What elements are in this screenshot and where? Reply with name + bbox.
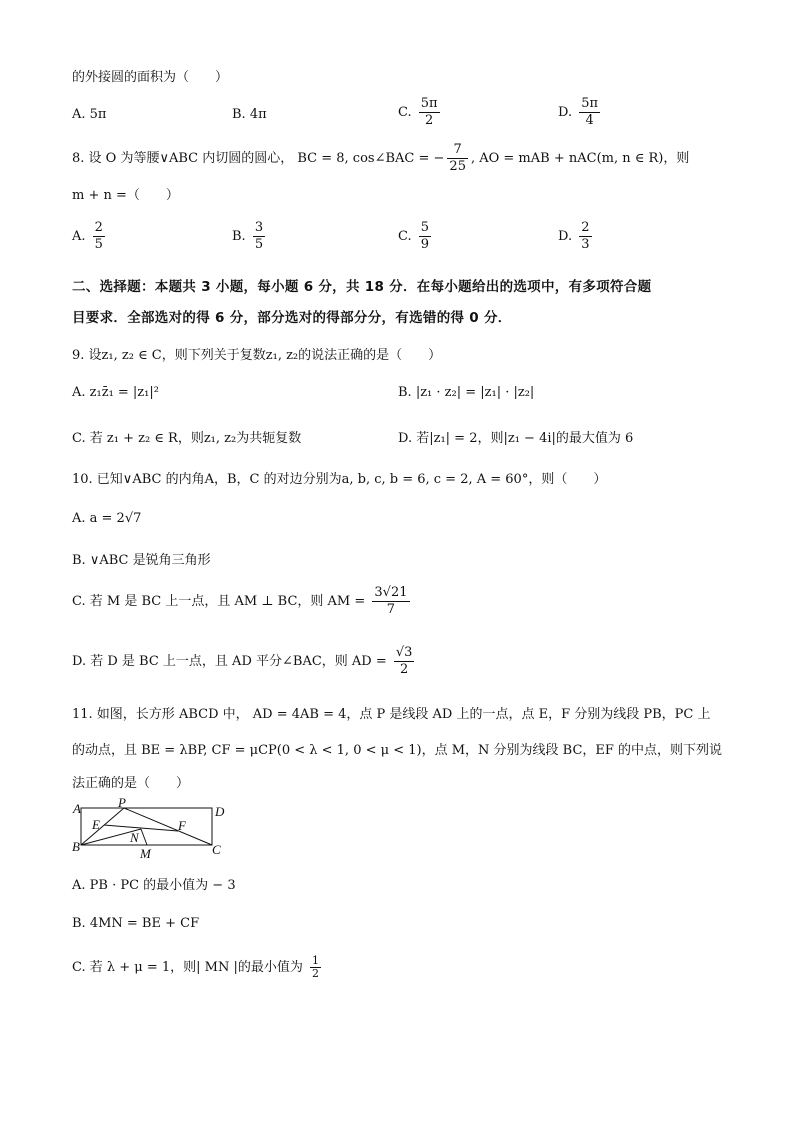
segment-nm: [141, 829, 147, 845]
q10-stem: 10. 已知∨ABC 的内角A，B，C 的对边分别为a, b, c, b = 6, c = 2, A = 60°，则（ ）: [72, 472, 607, 487]
option-label: B.: [232, 229, 246, 244]
option-label: D.: [558, 229, 573, 244]
q7-option-d: [558, 96, 603, 129]
numerator: 7: [447, 142, 468, 159]
label-b: B: [72, 839, 80, 854]
q11-stem-line2: 的动点，且 BE = λBP, CF = μCP(0 < λ < 1, 0 < μ < 1)，点 M，N 分别为线段 BC，EF 的中点，则下列说: [72, 743, 723, 758]
option-label: C.: [398, 105, 412, 120]
option-label: A.: [72, 229, 86, 244]
label-m: M: [140, 846, 151, 860]
label-d: D: [215, 804, 225, 819]
fraction: [93, 220, 105, 253]
denominator: 25: [449, 159, 466, 174]
q8-text-b: , AO = mAB + nAC(m, n ∈ R)，则: [470, 151, 690, 166]
section2-heading-line1: 二、选择题：本题共 3 小题，每小题 6 分，共 18 分．在每小题给出的选项中，有多项符合题: [72, 279, 652, 295]
label-c: C: [212, 842, 221, 857]
label-a: A: [73, 801, 81, 816]
denominator: 4: [585, 113, 594, 128]
numerator: 5π: [420, 96, 438, 111]
denominator: 7: [386, 602, 396, 617]
q7-option-a: A. 5π: [72, 107, 107, 122]
q10-option-b: B. ∨ABC 是锐角三角形: [72, 553, 211, 568]
numerator: 2: [94, 220, 103, 235]
fraction: [253, 220, 265, 253]
option-label: D.: [558, 105, 573, 120]
q8-text-a: 8. 设 O 为等腰∨ABC 内切圆的圆心， BC = 8, cos∠BAC = −: [72, 151, 445, 166]
label-f: F: [178, 818, 186, 833]
numerator: 5: [420, 220, 430, 235]
numerator: 2: [581, 220, 590, 235]
q10-option-c: [72, 585, 413, 618]
denominator: 5: [94, 237, 103, 252]
rectangle-figure: [72, 798, 232, 860]
denominator: 2: [425, 113, 434, 128]
denominator: 9: [420, 237, 430, 252]
q11-option-a: A. PB · PC 的最小值为 − 3: [72, 878, 236, 893]
q11-option-c: [72, 955, 324, 980]
q8-option-b: [232, 220, 268, 253]
fraction: [419, 96, 440, 129]
option-text: C. 若 M 是 BC 上一点，且 AM ⊥ BC，则 AM =: [72, 594, 366, 609]
q7-stem-tail: 的外接圆的面积为（ ）: [72, 70, 229, 85]
option-label: C.: [398, 229, 412, 244]
fraction: [579, 96, 600, 129]
section2-heading-line2: 目要求．全部选对的得 6 分，部分选对的得部分分，有选错的得 0 分．: [72, 310, 512, 326]
q11-stem-line3: 法正确的是（ ）: [72, 776, 190, 791]
q8-option-a: [72, 220, 108, 253]
q10-option-a: A. a = 2√7: [72, 511, 142, 526]
q8-stem-line2: m + n =（ ）: [72, 188, 179, 203]
label-e: E: [92, 817, 100, 832]
q7-option-b: B. 4π: [232, 107, 267, 122]
q10-option-d: [72, 645, 417, 678]
denominator: 2: [400, 662, 409, 677]
denominator: 2: [312, 967, 320, 980]
q9-option-b: B. |z₁ · z₂| = |z₁| · |z₂|: [398, 385, 535, 400]
fraction: [372, 585, 409, 618]
q11-option-b: B. 4MN = BE + CF: [72, 916, 200, 931]
denominator: 3: [581, 237, 590, 252]
fraction: [419, 220, 431, 253]
denominator: 5: [254, 237, 264, 252]
q9-option-c: C. 若 z₁ + z₂ ∈ R，则z₁, z₂为共轭复数: [72, 431, 302, 446]
q8-stem-line1: [72, 142, 689, 175]
q7-option-c: [398, 96, 443, 129]
fraction: [579, 220, 591, 253]
numerator: 3: [254, 220, 264, 235]
q9-option-a: A. z₁z̄₁ = |z₁|²: [72, 385, 159, 400]
q11-stem-line1: 11. 如图，长方形 ABCD 中， AD = 4AB = 4，点 P 是线段 AD 上的一点，点 E，F 分别为线段 PB，PC 上: [72, 707, 711, 722]
q8-option-d: [558, 220, 595, 253]
fraction: [394, 645, 415, 678]
label-n: N: [130, 830, 139, 845]
numerator: 1: [312, 954, 320, 967]
option-text: D. 若 D 是 BC 上一点，且 AD 平分∠BAC，则 AD =: [72, 654, 387, 669]
option-text: C. 若 λ + μ = 1，则| MN |的最小值为: [72, 960, 303, 975]
numerator: 5π: [581, 96, 599, 111]
numerator: √3: [395, 645, 413, 660]
fraction: [310, 955, 321, 980]
label-p: P: [118, 798, 126, 810]
q8-option-c: [398, 220, 434, 253]
numerator: 3√21: [374, 585, 408, 600]
q9-option-d: D. 若|z₁| = 2，则|z₁ − 4i|的最大值为 6: [398, 431, 634, 446]
fraction: [447, 142, 468, 175]
q9-stem: 9. 设z₁, z₂ ∈ C，则下列关于复数z₁, z₂的说法正确的是（ ）: [72, 348, 442, 363]
